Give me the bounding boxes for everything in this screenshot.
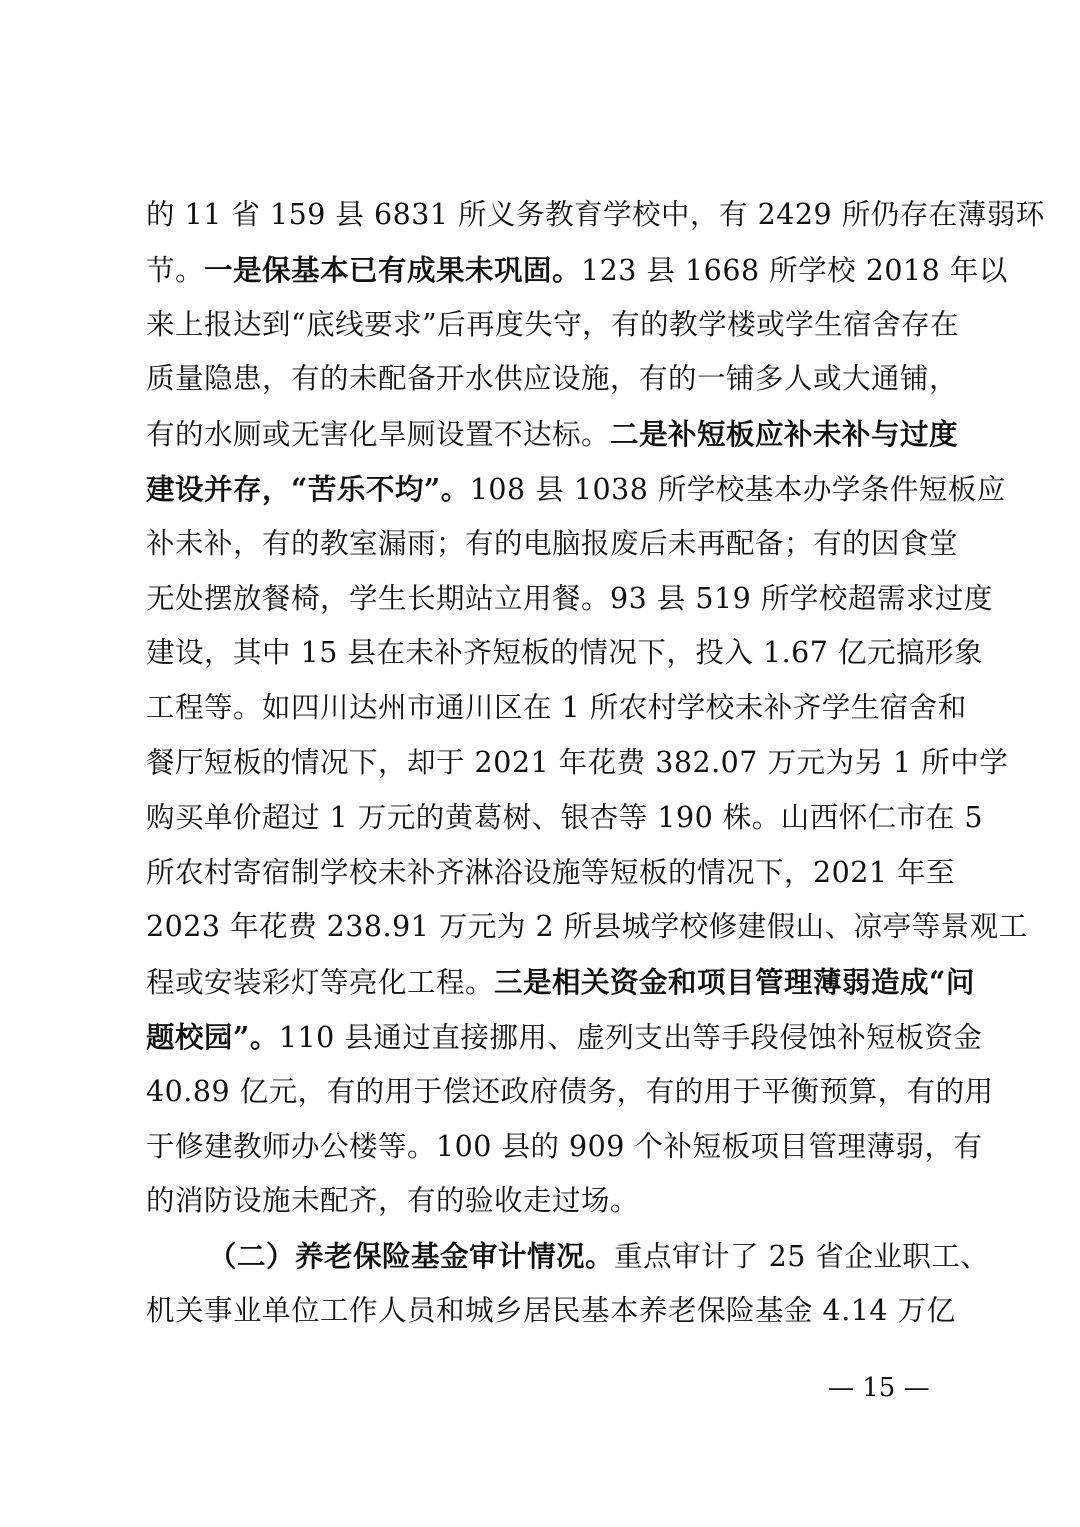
text-run: 的 11 省 159 县 6831 所义务教育学校中，有 2429 所仍存在薄弱环 [146,198,1045,231]
text-run: 购买单价超过 1 万元的黄葛树、银杏等 190 株。山西怀仁市在 5 [146,800,983,834]
text-run: 的消防设施未配齐，有的验收走过场。 [146,1184,640,1218]
text-line [146,298,960,353]
text-run: 有的水厕或无害化旱厕设置不达标。 [146,418,611,452]
body-text [146,188,1045,1339]
text-line [146,900,1028,955]
text-line [146,846,956,901]
text-run: 建设，其中 15 县在未补齐短板的情况下，投入 1.67 亿元搞形象 [146,636,983,670]
text-run: 机关事业单位工作人员和城乡居民基本养老保险基金 4.14 万亿 [146,1293,956,1327]
text-line [146,352,959,407]
text-line [146,1120,983,1175]
text-line [146,681,967,736]
text-run: 节。 [146,253,205,287]
text-line [146,1010,983,1065]
text-run: 40.89 亿元，有的用于偿还政府债务，有的用于平衡预算，有的用 [146,1074,994,1108]
text-line [146,791,983,846]
bold-heading-run: 建设并存，“苦乐不均”。 [146,471,470,506]
text-run: 来上报达到“底线要求”后再度失守，有的教学楼或学生宿舍存在 [146,307,960,341]
section-heading: （二）养老保险基金审计情况。 [208,1239,615,1274]
text-run: 工程等。如四川达州市通川区在 1 所农村学校未补齐学生宿舍和 [146,691,967,725]
text-line [146,572,993,627]
text-run: 2023 年花费 238.91 万元为 2 所县城学校修建假山、凉亭等景观工 [146,910,1028,944]
text-run: 110 县通过直接挪用、虚列支出等手段侵蚀补短板资金 [278,1020,983,1054]
text-line [146,1284,956,1339]
text-run: 程或安装彩灯等亮化工程。 [146,966,495,1000]
section-heading-line [146,1229,990,1284]
text-run: 123 县 1668 所学校 2018 年以 [581,253,1008,287]
bold-heading-run: 题校园”。 [146,1019,279,1054]
text-line [146,243,1008,298]
text-line [146,736,1009,791]
text-run: 质量隐患，有的未配备开水供应设施，有的一铺多人或大通铺， [146,362,959,396]
text-run: 所农村寄宿制学校未补齐淋浴设施等短板的情况下，2021 年至 [146,855,956,889]
text-line [146,626,983,681]
text-line [146,1065,994,1120]
text-run: 108 县 1038 所学校基本办学条件短板应 [469,472,1006,506]
text-line [146,517,959,572]
paragraph-last-line [146,1174,936,1229]
bold-heading-run: 一是保基本已有成果未巩固。 [204,252,582,287]
bold-heading-run: 二是补短板应补未补与过度 [610,417,959,452]
page-number: — 15 — [828,1373,930,1403]
text-line [146,955,975,1010]
bold-heading-run: 三是相关资金和项目管理薄弱造成“问 [494,965,975,1000]
text-line [146,462,1006,517]
text-run: 于修建教师办公楼等。100 县的 909 个补短板项目管理薄弱，有 [146,1129,983,1163]
text-run: 餐厅短板的情况下，却于 2021 年花费 382.07 万元为另 1 所中学 [146,745,1009,779]
text-run: 重点审计了 25 省企业职工、 [614,1240,990,1274]
text-line [146,407,959,462]
text-line [146,188,1045,243]
text-run: 补未补，有的教室漏雨；有的电脑报废后未再配备；有的因食堂 [146,526,959,560]
text-run: 无处摆放餐椅，学生长期站立用餐。93 县 519 所学校超需求过度 [146,581,993,615]
